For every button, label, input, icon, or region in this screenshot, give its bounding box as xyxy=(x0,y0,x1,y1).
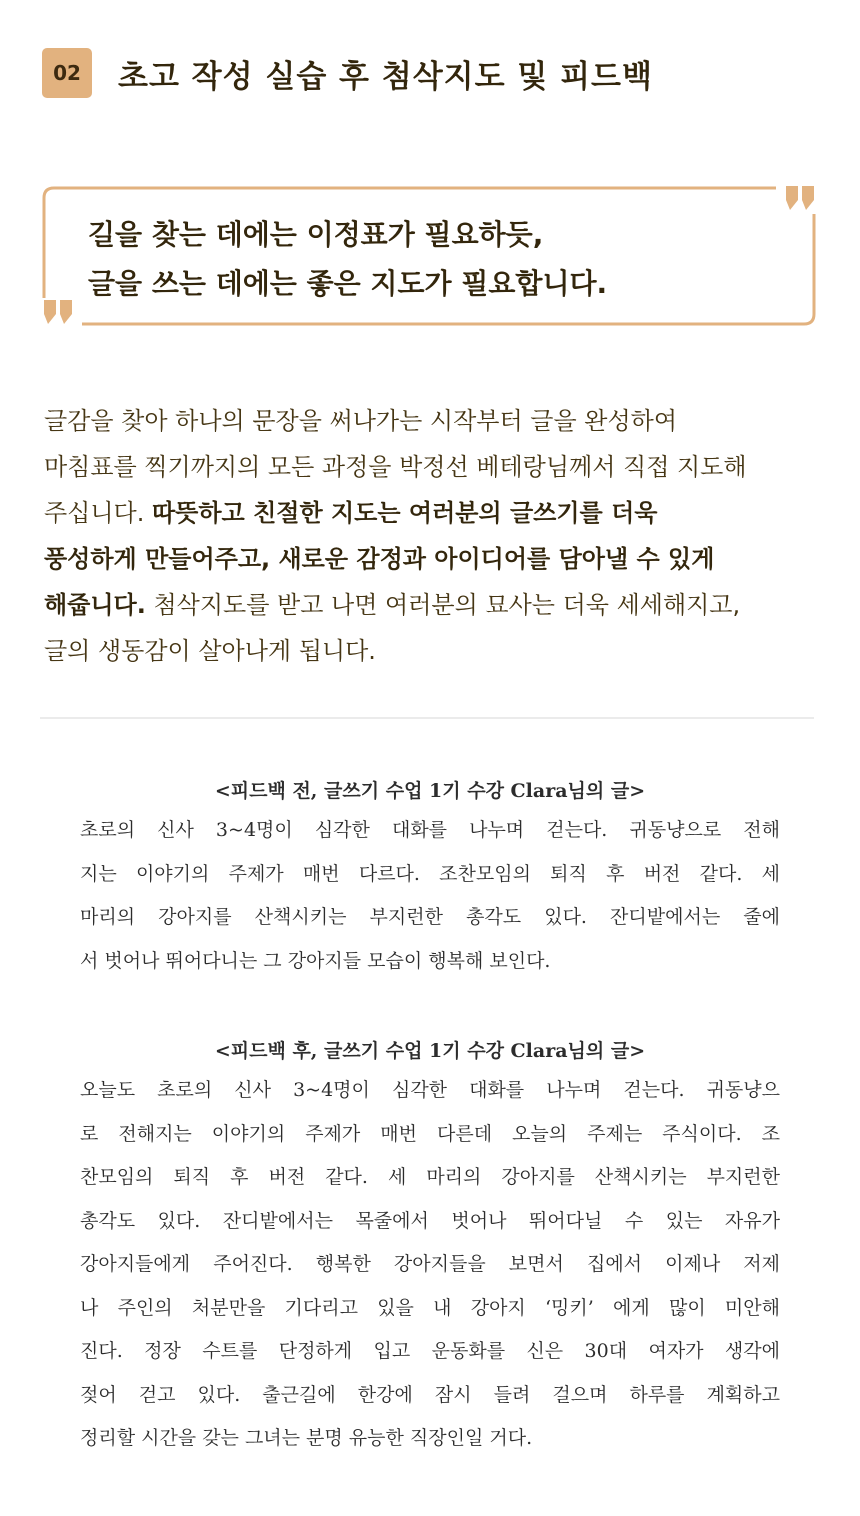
section-header xyxy=(42,48,653,98)
quote-line: 글을 쓰는 데에는 좋은 지도가 필요합니다. xyxy=(88,267,608,300)
sample-line: 총각도 있다. 잔디밭에서는 목줄에서 벗어나 뛰어다닐 수 있는 자유가 xyxy=(80,1209,780,1232)
quote-box xyxy=(42,186,816,326)
intro-paragraph xyxy=(44,398,824,674)
sample-line: 초로의 신사 3~4명이 심각한 대화를 나누며 걷는다. 귀동냥으로 전해 xyxy=(80,819,780,841)
divider xyxy=(40,717,814,719)
intro-line xyxy=(44,490,824,536)
sample-line: 지는 이야기의 주제가 매번 다르다. 조찬모임의 퇴직 후 버전 같다. 세 xyxy=(80,862,780,885)
intro-line: 마침표를 찍기까지의 모든 과정을 박정선 베테랑님께서 직접 지도해 xyxy=(44,453,747,481)
sample-line: 나 주인의 처분만을 기다리고 있을 내 강아지 ‘밍키’ 에게 많이 미안해 xyxy=(80,1296,780,1319)
intro-line xyxy=(44,582,824,628)
quote-text xyxy=(88,210,607,308)
intro-emphasis: 해줍니다. xyxy=(44,591,146,619)
intro-line xyxy=(44,536,824,582)
sample-line: 서 벗어나 뛰어다니는 그 강아지들 모습이 행복해 보인다. xyxy=(80,949,551,972)
close-quote-icon xyxy=(786,186,814,210)
section-number-badge: 02 xyxy=(42,48,92,98)
sample-line: 진다. 정장 수트를 단정하게 입고 운동화를 신은 30대 여자가 생각에 xyxy=(80,1340,780,1362)
sample-before-feedback xyxy=(80,776,780,983)
quote-line: 길을 찾는 데에는 이정표가 필요하듯, xyxy=(88,218,544,251)
sample-line: 젖어 걷고 있다. 출근길에 한강에 잠시 들려 걸으며 하루를 계획하고 xyxy=(80,1383,780,1406)
sample-caption: <피드백 후, 글쓰기 수업 1기 수강 Clara님의 글> xyxy=(214,1040,646,1062)
intro-line: 글의 생동감이 살아나게 됩니다. xyxy=(44,637,376,665)
sample-caption: <피드백 전, 글쓰기 수업 1기 수강 Clara님의 글> xyxy=(214,780,646,802)
open-quote-icon xyxy=(44,300,72,324)
intro-line: 글감을 찾아 하나의 문장을 써나가는 시작부터 글을 완성하여 xyxy=(44,407,678,435)
sample-after-feedback xyxy=(80,1036,780,1461)
sample-line: 로 전해지는 이야기의 주제가 매번 다른데 오늘의 주제는 주식이다. 조 xyxy=(80,1122,780,1145)
sample-line: 정리할 시간을 갖는 그녀는 분명 유능한 직장인일 거다. xyxy=(80,1427,533,1449)
intro-emphasis: 풍성하게 만들어주고, 새로운 감정과 아이디어를 담아낼 수 있게 xyxy=(44,545,715,573)
sample-line: 오늘도 초로의 신사 3~4명이 심각한 대화를 나누며 걷는다. 귀동냥으 xyxy=(80,1079,780,1101)
sample-line: 찬모임의 퇴직 후 버전 같다. 세 마리의 강아지를 산책시키는 부지런한 xyxy=(80,1166,780,1188)
intro-emphasis: 따뜻하고 친절한 지도는 여러분의 글쓰기를 더욱 xyxy=(152,499,658,527)
sample-line: 마리의 강아지를 산책시키는 부지런한 총각도 있다. 잔디밭에서는 줄에 xyxy=(80,906,780,928)
section-title: 초고 작성 실습 후 첨삭지도 및 피드백 xyxy=(118,58,653,95)
intro-text: 주십니다. xyxy=(44,499,152,527)
sample-line: 강아지들에게 주어진다. 행복한 강아지들을 보면서 집에서 이제나 저제 xyxy=(80,1253,780,1275)
intro-text: 첨삭지도를 받고 나면 여러분의 묘사는 더욱 세세해지고, xyxy=(145,591,741,619)
